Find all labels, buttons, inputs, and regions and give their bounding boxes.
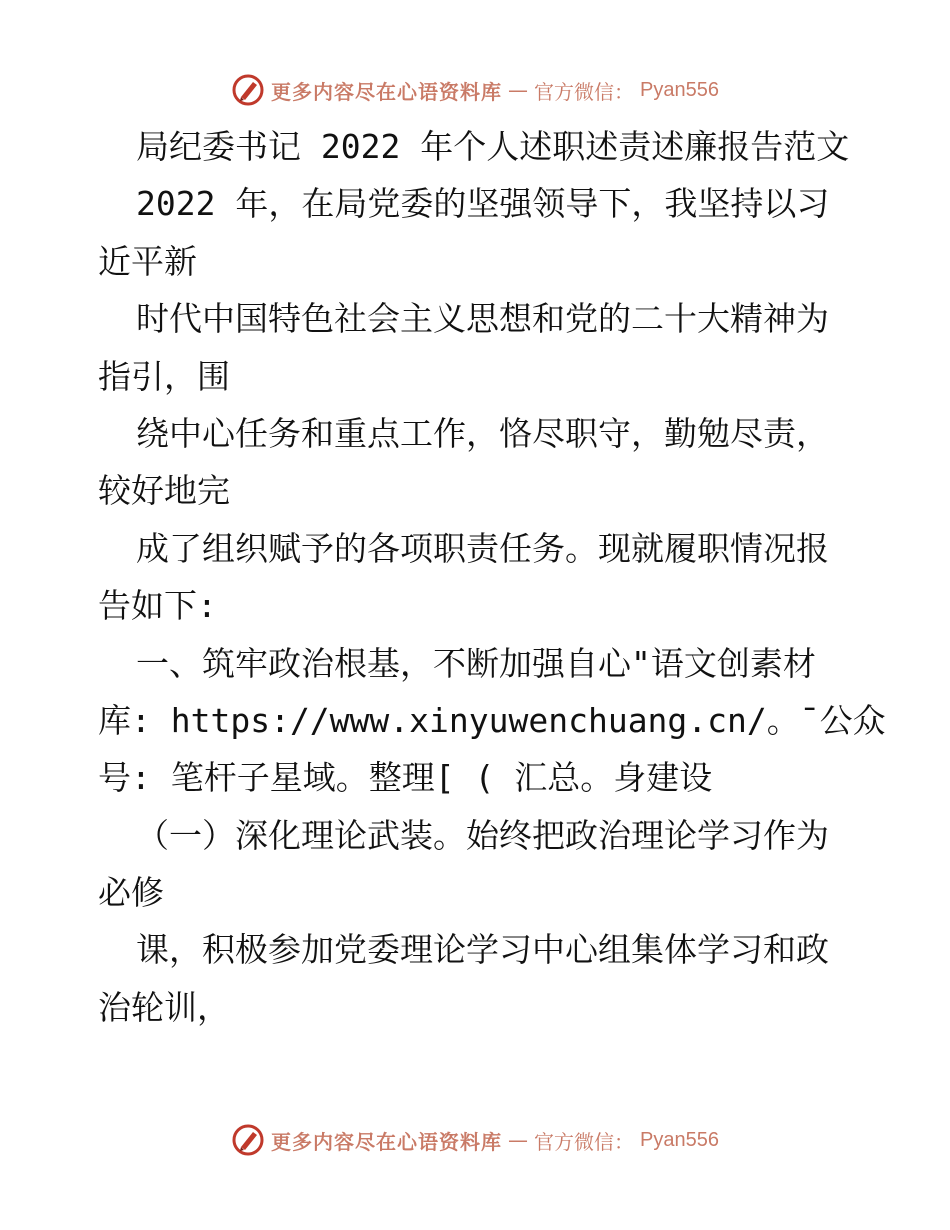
- document-line: 2022 年，在局党委的坚强领导下，我坚持以习: [136, 184, 830, 224]
- document-line: 治轮训，: [98, 987, 230, 1027]
- document-line: 成了组织赋予的各项职责任务。现就履职情况报: [136, 528, 829, 568]
- header-banner: [0, 70, 950, 110]
- banner-brand-text: 更多内容尽在心语资料库: [271, 1129, 503, 1154]
- document-title: 局纪委书记 2022 年个人述职述责述廉报告范文: [136, 127, 850, 166]
- document-line: 必修: [98, 873, 164, 913]
- document-line: 指引，围: [98, 356, 230, 396]
- document-body: [98, 118, 886, 1036]
- document-line: 较好地完: [98, 471, 230, 511]
- banner-wechat-label: 官方微信：: [534, 1129, 635, 1154]
- document-line: 绕中心任务和重点工作，恪尽职守，勤勉尽责，: [136, 413, 829, 453]
- document-line: 时代中国特色社会主义思想和党的二十大精神为: [136, 299, 829, 339]
- section-heading: 一、筑牢政治根基，不断加强自心"语文创素材: [136, 643, 816, 683]
- banner-separator: —: [508, 78, 529, 102]
- document-line: 告如下:: [98, 586, 217, 626]
- footer-banner: [0, 1120, 950, 1160]
- document-line: 库: https://www.xinyuwenchuang.cn/。¯公众: [98, 700, 886, 740]
- document-line: 号: 笔杆子星域。整理[ ( 汇总。身建设: [98, 758, 713, 798]
- pen-circle-logo-icon: [231, 1123, 265, 1157]
- pen-circle-logo-icon: [231, 73, 265, 107]
- banner-account-id: Pyan556: [640, 1128, 719, 1151]
- banner-account-id: Pyan556: [640, 78, 719, 101]
- banner-wechat-label: 官方微信：: [534, 79, 635, 104]
- subsection-heading: （一）深化理论武装。始终把政治理论学习作为: [136, 815, 829, 855]
- document-line: 课，积极参加党委理论学习中心组集体学习和政: [136, 930, 829, 970]
- banner-brand-text: 更多内容尽在心语资料库: [271, 79, 503, 104]
- document-line: 近平新: [98, 241, 197, 281]
- banner-separator: —: [508, 1128, 529, 1152]
